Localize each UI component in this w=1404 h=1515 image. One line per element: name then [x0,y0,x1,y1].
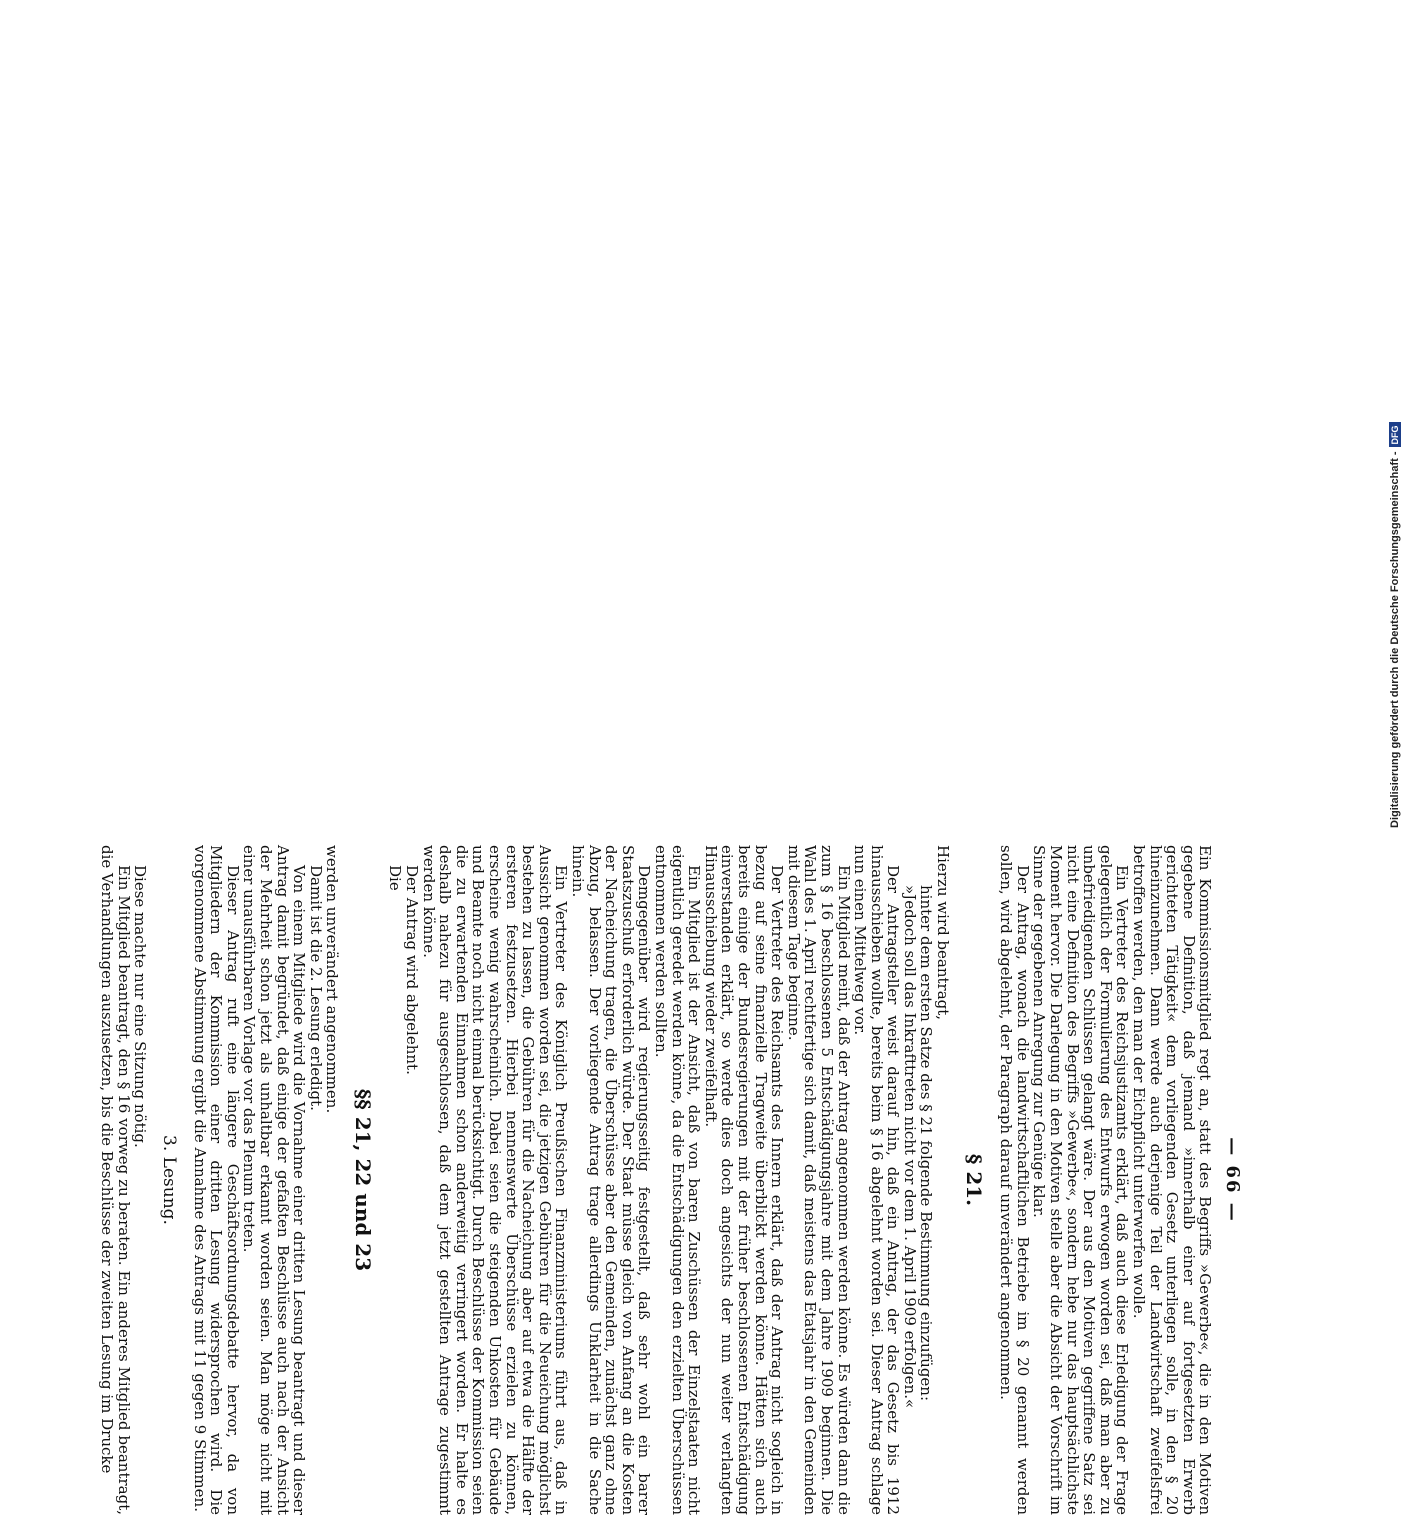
paragraph: Diese machte nur eine Sitzung nötig. [131,865,150,1148]
paragraph: Der Vertreter des Reichsamts des Innern erklärt, daß der Antrag nicht sogleich in bezug auf seine finanzielle Tragweite überblickt werden könne. Hätten sich auch bereits einige der Bundesregierungen mit der früher beschlossenen Entschädigung einverstanden erklärt, so werde dies doch angesichts der nun weiter verlangten Hinausschiebung wieder zweifelhaft. [701,845,787,1515]
paragraph: Der Antrag wird abgelehnt. [403,865,422,1075]
paragraph: Ein Mitglied beantragt, den § 16 vorweg zu beraten. Ein anderes Mitglied beantragt, die Verhandlungen auszusetzen, bis die Beschlüsse der zweiten Lesung im Drucke [98,845,133,1515]
dfg-logo: DFG [1389,422,1401,447]
section-heading: §§ 21, 22 und 23 [350,1088,375,1272]
paragraph: Dieser Antrag ruft eine längere Geschäftsordnungsdebatte hervor, da von Mitgliedern der Kommission einer dritten Lesung widersprochen wird. Die vorgenommene Abstimmung ergibt die Annahme des Antrags mit 11 gegen 9 Stimmen. [190,845,242,1515]
paragraph: Der Antrag, wonach die landwirtschaftlichen Betriebe im § 20 genannt werden sollen, wird abgelehnt, der Paragraph darauf unverändert angenommen. [997,845,1032,1515]
page-body [99,845,1214,1515]
paragraph: Ein Vertreter des Königlich Preußischen Finanzministeriums führt aus, daß in Aussicht genommen worden sei, die jetzigen Gebühren für die Neueichung möglichst bestehen zu lassen, die Gebühren für die Nacheichung aber auf etwa die Hälfte der ersteren festzusetzen. Hierbei nennenswerte Überschüsse erzielen zu können, erscheine wenig wahrscheinlich. Dabei seien die steigenden Unkosten für Gebäude und Beamte noch nicht einmal berücksichtigt. Durch Beschlüsse der Kommission seien die zu erwartenden Einnahmen schon anderweitig verringert worden. Er halte es deshalb nahezu für ausgeschlossen, daß dem jetzt gestellten Antrage zugestimmt werden könne. [419,845,571,1515]
paragraph: Demgegenüber wird regierungsseitig festgestellt, daß sehr wohl ein barer Staatszuschuß erforderlich würde. Der Staat müsse gleich von Anfang an die Kosten der Nacheichung tragen, die Überschüsse aber den Gemeinden, zunächst ganz ohne Abzug, belassen. Der vorliegende Antrag trage allerdings Unklarheit in die Sache hinein. [569,845,654,1515]
subsection-heading: 3. Lesung. [158,1135,179,1225]
paragraph: Ein Mitglied meint, daß der Antrag angenommen werden könne. Es würden dann die zum § 16 beschlossenen 5 Entschädigungsjahre mit dem Jahre 1909 beginnen. Die Wahl des 1. April rechtfertige sich damit, daß meistens das Etatsjahr in den Gemeinden mit diesem Tage beginne. [784,845,853,1515]
paragraph: Ein Vertreter des Reichsjustizamts erklärt, daß auch diese Erledigung der Frage gelegentlich der Formulierung des Entwurfs erwogen worden sei, daß man aber zu unbefriedigenden Schlüssen gelangt wäre. Der aus den Motiven gegriffene Satz sei nicht eine Definition des Begriffs »Gewerbe«, sondern hebe nur das hauptsächlichste Moment hervor. Die Darlegung in den Motiven stelle aber die Absicht der Vorschrift im Sinne der gegebenen Anregung zur Genüge klar. [1030,845,1132,1515]
page-number: — 66 — [1222,1137,1243,1223]
paragraph: Hierzu wird beantragt, [934,845,953,1021]
paragraph: Damit ist die 2. Lesung erledigt. [306,865,325,1111]
paragraph: Ein Mitglied ist der Ansicht, daß von baren Zuschüssen der Einzelstaaten nicht eigentlich geredet werden könne, da die Entschädigungen den erzielten Überschüssen entnommen werden sollten. [652,845,704,1515]
paragraph: Die [386,865,405,891]
paragraph: Ein Kommissionsmitglied regt an, statt des Begriffs »Gewerbe«, die in den Motiven gegebene Definition, daß jemand »innerhalb einer auf fortgesetzten Erwerb gerichteten Tätigkeit« dem vorliegenden Gesetz unterliegen solle, in den § 20 hineinzunehmen. Dann werde auch derjenige Teil der Landwirtschaft zweifelsfrei betroffen werden, den man der Eichpflicht unterwerfen wolle. [1130,845,1215,1515]
paragraph: Von einem Mitgliede wird die Vornahme einer dritten Lesung beantragt und dieser Antrag damit begründet, daß einige der gefaßten Beschlüsse auch nach der Ansicht der Mehrheit schon jetzt als unhaltbar erkannt worden seien. Man möge nicht mit einer unausführbaren Vorlage vor das Plenum treten. [240,845,309,1515]
rotated-page [98,845,1243,1515]
section-heading: § 21. [961,1153,986,1207]
paragraph: hinter dem ersten Satze des § 21 folgende Bestimmung einzufügen: [917,885,936,1402]
paragraph: »Jedoch soll das Inkrafttreten nicht vor dem 1. April 1909 erfolgen.« [900,885,919,1409]
credit-text: Digitalisierung gefördert durch die Deutsche Forschungsgemeinschaft - [1389,451,1401,828]
paragraph: Der Antragsteller weist darauf hin, daß ein Antrag, der das Gesetz bis 1912 hinausschieben wollte, bereits beim § 16 abgelehnt worden sei. Dieser Antrag schlage nun einen Mittelweg vor. [851,845,903,1515]
paragraph: werden unverändert angenommen. [323,845,342,1114]
digitization-credit [1366,8,1401,828]
